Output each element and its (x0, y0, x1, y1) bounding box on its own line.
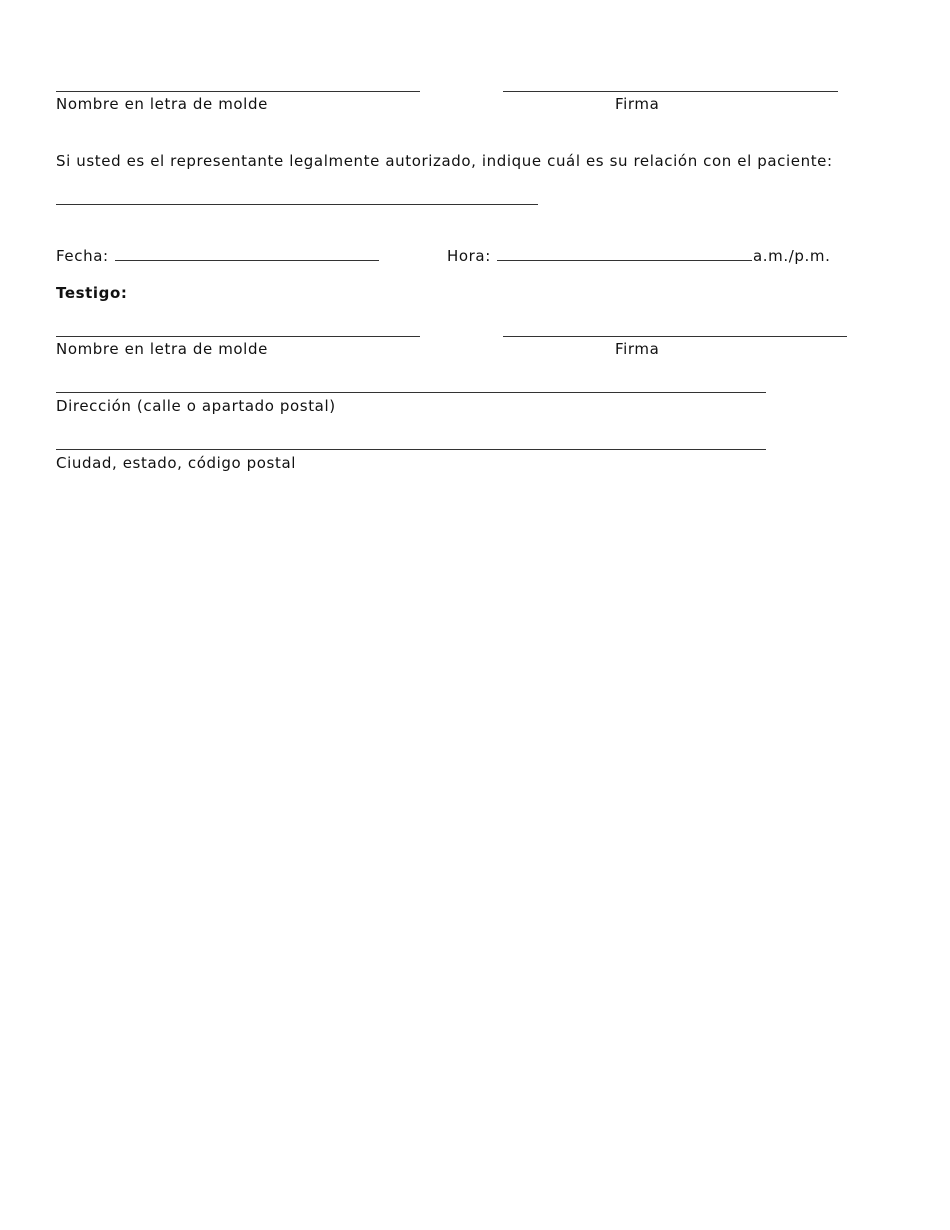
relationship-line[interactable] (56, 204, 538, 205)
witness-signature-label: Firma (615, 340, 660, 358)
signer-signature-line[interactable] (503, 91, 838, 92)
witness-city-label: Ciudad, estado, código postal (56, 454, 297, 472)
date-line[interactable] (115, 260, 379, 261)
signer-name-label: Nombre en letra de molde (56, 95, 268, 113)
time-label: Hora: (447, 247, 491, 265)
signer-name-line[interactable] (56, 91, 420, 92)
witness-address-label: Dirección (calle o apartado postal) (56, 397, 336, 415)
time-line[interactable] (497, 260, 752, 261)
witness-heading: Testigo: (56, 284, 128, 302)
witness-name-label: Nombre en letra de molde (56, 340, 268, 358)
representative-question: Si usted es el representante legalmente autorizado, indique cuál es su relación con el paciente: (56, 152, 833, 170)
witness-address-line[interactable] (56, 392, 766, 393)
signer-signature-label: Firma (615, 95, 660, 113)
date-label: Fecha: (56, 247, 109, 265)
ampm-label: a.m./p.m. (753, 247, 831, 265)
witness-signature-line[interactable] (503, 336, 847, 337)
witness-city-line[interactable] (56, 449, 766, 450)
witness-name-line[interactable] (56, 336, 420, 337)
